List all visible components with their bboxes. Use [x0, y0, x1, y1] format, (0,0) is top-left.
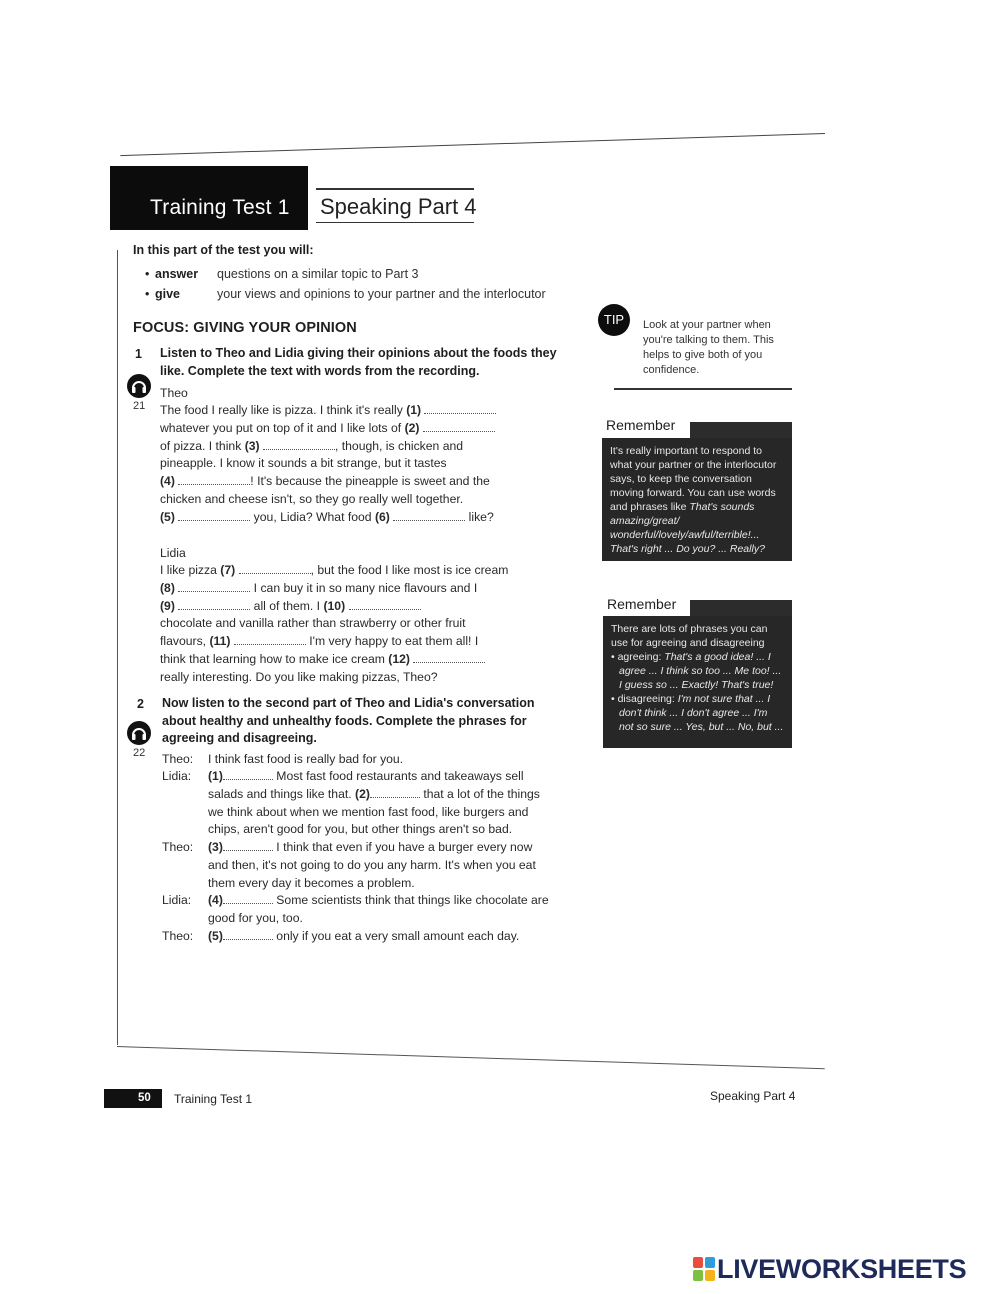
dialogue-line: (1) Most fast food restaurants and takeaways sell [208, 769, 524, 783]
bullet-dot-icon: • [145, 267, 150, 281]
dialogue-line: salads and things like that. (2) that a lot of the things [208, 787, 540, 801]
dialogue-line: them every day it becomes a problem. [208, 876, 415, 890]
text-line: pineapple. I know it sounds a bit strange, but it tastes [160, 456, 447, 470]
page-edge-bottom [117, 1046, 825, 1069]
headphones-icon[interactable] [127, 374, 151, 398]
answer-blank[interactable] [424, 404, 496, 414]
page-edge-left [117, 250, 118, 1045]
text-line: of pizza. I think (3) , though, is chicken and [160, 439, 464, 453]
text-line: (9) all of them. I (10) [160, 598, 421, 616]
text-line: whatever you put on top of it and I like lots of (2) [160, 420, 495, 438]
question-2-number: 2 [137, 697, 144, 711]
tip-badge: TIP [598, 304, 630, 336]
text-line: think that learning how to make ice cream (12) [160, 651, 485, 669]
page-edge-top [120, 133, 825, 156]
remember-title: Remember [606, 417, 676, 433]
bullet-keyword: give [155, 287, 181, 301]
dialogue-line: good for you, too. [208, 911, 303, 925]
bullet-text: your views and opinions to your partner and the interlocutor [217, 287, 546, 301]
speaker-label: Lidia: [162, 893, 192, 907]
text-line: The food I really like is pizza. I think it's really (1) [160, 402, 496, 420]
text-line: really interesting. Do you like making pizzas, Theo? [160, 670, 438, 684]
brand-name: LIVEWORKSHEETS [717, 1254, 967, 1284]
answer-blank[interactable] [178, 582, 250, 592]
bullet-item [145, 287, 546, 301]
page-number: 50 [138, 1092, 151, 1104]
speaker-label: Lidia: [162, 769, 192, 783]
text-line: chocolate and vanilla rather than strawberry or other fruit [160, 616, 466, 630]
text-line: chicken and cheese isn't, so they go really well together. [160, 492, 464, 506]
remember-bullet: • agreeing: That's a good idea! ... I agree ... I think so too ... Me too! ... I guess so ... Exactly! That's true! [611, 651, 782, 691]
track-number: 22 [133, 747, 146, 759]
dialogue-line: and then, it's not going to do you any harm. It's when you eat [208, 858, 536, 872]
remember-text: It's really important to respond to what your partner or the interlocutor says, to keep the conversation moving forward. You can use words and phrases like [610, 445, 777, 513]
bullet-item [145, 267, 419, 281]
focus-heading: FOCUS: GIVING YOUR OPINION [133, 320, 357, 336]
answer-blank[interactable] [393, 511, 465, 521]
footer-right-label: Speaking Part 4 [710, 1089, 796, 1103]
answer-blank[interactable] [223, 770, 273, 780]
footer-page-band [104, 1089, 162, 1108]
header-part-rule-bottom [316, 222, 474, 223]
answer-blank[interactable] [178, 511, 250, 521]
question-1-instruction: Listen to Theo and Lidia giving their opinions about the foods they like. Complete the text with words from the recording. [160, 346, 557, 378]
remember-phrases: That's sounds amazing/great/ wonderful/lovely/awful/terrible!... That's right ... Do you? ... Really? [610, 501, 765, 555]
remember-box [603, 616, 792, 748]
answer-blank[interactable] [178, 600, 250, 610]
question-2-instruction: Now listen to the second part of Theo and Lidia's conversation about healthy and unhealthy foods. Complete the phrases for agreeing and disagreeing. [162, 696, 535, 745]
bullet-text: questions on a similar topic to Part 3 [217, 267, 419, 281]
answer-blank[interactable] [223, 841, 273, 851]
headphones-icon[interactable] [127, 721, 151, 745]
dialogue-line: I think fast food is really bad for you. [208, 752, 404, 766]
header-title: Training Test 1 [150, 196, 290, 219]
answer-blank[interactable] [370, 788, 420, 798]
answer-blank[interactable] [263, 440, 335, 450]
header-part: Speaking Part 4 [320, 194, 477, 219]
text-line: I like pizza (7) , but the food I like most is ice cream [160, 563, 509, 577]
text-line: (8) I can buy it in so many nice flavours and I [160, 581, 478, 595]
remember-box [602, 438, 792, 561]
answer-blank[interactable] [349, 600, 421, 610]
speaker-label: Theo: [162, 929, 194, 943]
answer-blank[interactable] [234, 635, 306, 645]
question-1-number: 1 [135, 347, 142, 361]
tip-divider [614, 388, 792, 390]
remember-title: Remember [607, 596, 677, 612]
remember-bullet: • disagreeing: I'm not sure that ... I don't think ... I don't agree ... I'm not so sure ... Yes, but ... No, but ... [611, 693, 784, 733]
text-line: flavours, (11) I'm very happy to eat them all! I [160, 634, 479, 648]
speaker-name-theo: Theo [160, 386, 188, 400]
dialogue-line: (5) only if you eat a very small amount each day. [208, 929, 520, 943]
header-part-rule-top [316, 188, 474, 190]
answer-blank[interactable] [423, 422, 495, 432]
footer-left-label: Training Test 1 [174, 1092, 253, 1106]
bullet-keyword: answer [155, 267, 199, 281]
track-number: 21 [133, 400, 146, 412]
text-line: (5) you, Lidia? What food (6) like? [160, 510, 494, 524]
answer-blank[interactable] [239, 564, 311, 574]
tip-text: Look at your partner when you're talking to them. This helps to give both of you confidence. [643, 319, 774, 376]
dialogue-line: chips, aren't good for you, but other things aren't so bad. [208, 822, 513, 836]
speaker-name-lidia: Lidia [160, 546, 186, 560]
intro-heading: In this part of the test you will: [133, 243, 314, 257]
dialogue-line: (3) I think that even if you have a burger every now [208, 840, 533, 854]
bullet-dot-icon: • [145, 287, 150, 301]
liveworksheets-logo-icon [693, 1257, 715, 1281]
text-line: (4) ! It's because the pineapple is sweet and the [160, 474, 490, 488]
answer-blank[interactable] [413, 653, 485, 663]
answer-blank[interactable] [223, 894, 273, 904]
answer-blank[interactable] [178, 475, 250, 485]
dialogue-line: (4) Some scientists think that things like chocolate are [208, 893, 549, 907]
speaker-label: Theo: [162, 752, 194, 766]
speaker-label: Theo: [162, 840, 194, 854]
remember-text: There are lots of phrases you can use for agreeing and disagreeing [611, 623, 768, 649]
answer-blank[interactable] [223, 930, 273, 940]
dialogue-line: we think about when we mention fast food, like burgers and [208, 805, 529, 819]
